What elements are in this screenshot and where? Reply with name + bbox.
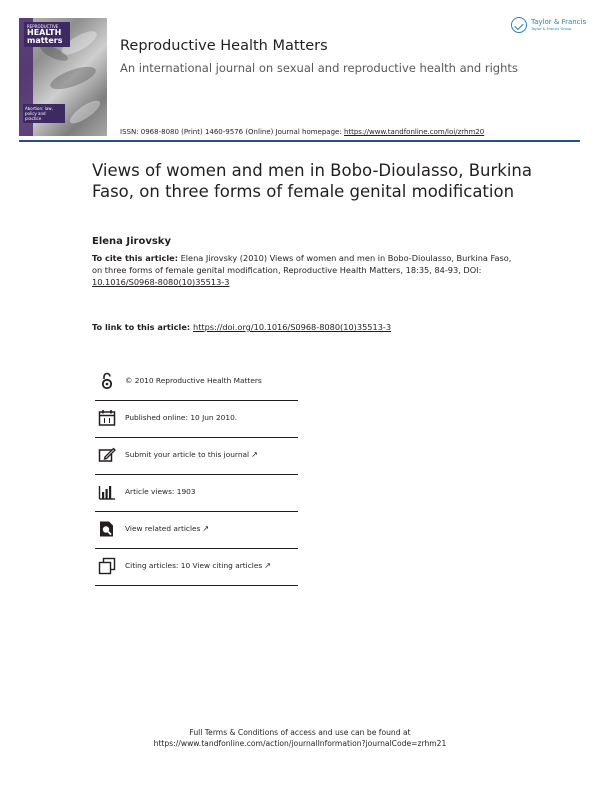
journal-subtitle: An international journal on sexual and reproductive health and rights <box>120 61 518 75</box>
cite-text: Elena Jirovsky (2010) Views of women and men in Bobo-Dioulasso, Burkina Faso, on three forms of female genital modification, Reproductive Health Matters, 18:35, 84-93, DOI: <box>92 253 512 275</box>
cover-subtitle: Abortion: law, policy and practice <box>23 104 65 123</box>
related-articles-link[interactable] <box>125 524 209 533</box>
footer-terms-text: Full Terms & Conditions of access and use can be found at <box>189 728 411 737</box>
copyright-row <box>95 364 298 401</box>
external-link-icon: ↗ <box>202 524 210 533</box>
published-row <box>95 401 298 438</box>
cover-title: REPRODUCTIVE HEALTH matters <box>24 22 70 47</box>
journal-cover-image <box>19 18 107 136</box>
issn-text: ISSN: 0968-8080 (Print) 1460-9576 (Online) Journal homepage: <box>120 128 344 136</box>
published-text: Published online: 10 Jun 2010. <box>125 413 238 422</box>
article-author: Elena Jirovsky <box>92 236 171 247</box>
header-divider <box>19 140 580 142</box>
calendar-icon <box>98 409 116 427</box>
citing-icon <box>98 557 116 575</box>
citing-articles-text: Citing articles: 10 View citing articles <box>125 561 263 570</box>
footer-terms-url[interactable]: https://www.tandfonline.com/action/journalInformation?journalCode=zrhm21 <box>153 739 447 748</box>
footer <box>0 727 600 749</box>
submit-article-row[interactable] <box>95 438 298 475</box>
cover-figure <box>48 62 99 93</box>
publisher-name: Taylor & Francis <box>531 18 587 26</box>
open-access-icon <box>98 372 116 390</box>
related-articles-row[interactable] <box>95 512 298 549</box>
journal-title: Reproductive Health Matters <box>120 38 328 54</box>
publisher-logo-icon <box>511 17 527 33</box>
external-link-icon: ↗ <box>264 561 271 570</box>
article-views-row <box>95 475 298 512</box>
external-link-icon: ↗ <box>251 450 258 459</box>
cite-label: To cite this article: <box>92 253 178 263</box>
submit-article-link[interactable] <box>125 450 258 459</box>
article-doi-url[interactable]: https://doi.org/10.1016/S0968-8080(10)35513-3 <box>193 322 392 332</box>
related-articles-text: View related articles <box>125 524 201 533</box>
link-label: To link to this article: <box>92 322 193 332</box>
article-views-text: Article views: 1903 <box>125 487 196 496</box>
citing-articles-link[interactable] <box>125 561 271 570</box>
article-title: Views of women and men in Bobo-Dioulasso, Burkina Faso, on three forms of female genital modification <box>92 161 532 201</box>
cover-figure <box>67 97 103 127</box>
search-document-icon <box>98 520 116 538</box>
copyright-text: © 2010 Reproductive Health Matters <box>125 376 262 385</box>
publisher-tagline: Taylor & Francis Group <box>531 27 572 31</box>
doi-link[interactable]: 10.1016/S0968-8080(10)35513-3 <box>92 277 230 287</box>
citation <box>92 252 512 288</box>
bar-chart-icon <box>98 483 116 501</box>
publisher-logo[interactable] <box>508 14 586 40</box>
journal-homepage-link[interactable]: https://www.tandfonline.com/loi/zrhm20 <box>343 128 485 136</box>
article-info-list <box>95 364 298 586</box>
article-link-line <box>92 322 391 332</box>
issn-line <box>120 128 484 136</box>
submit-article-text: Submit your article to this journal <box>125 450 250 459</box>
edit-icon <box>98 446 116 464</box>
citing-articles-row[interactable] <box>95 549 298 586</box>
